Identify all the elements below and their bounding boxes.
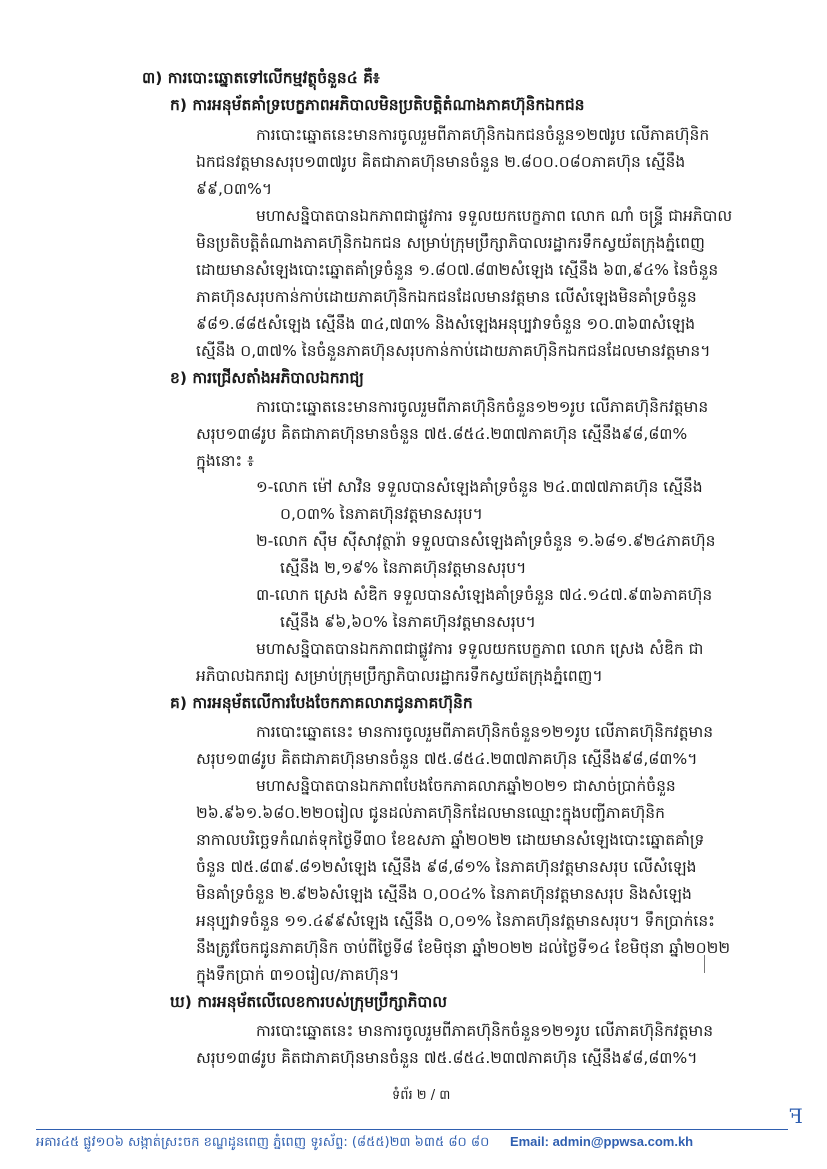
- page-number: ទំព័រ ២ / ៣: [392, 1088, 451, 1103]
- footer: [36, 1133, 693, 1152]
- pen-mark: [704, 955, 705, 973]
- candidate-line: ២-លោក ស៊ឹម ស៊ីសាវុត្ថារ៉ា ទទួលបានសំឡេងគាំទ្រចំនួន ១.៦៨១.៩២៤ភាគហ៊ុន: [256, 532, 716, 550]
- paragraph-line: ភាគហ៊ុនសរុបកាន់កាប់ដោយភាគហ៊ុនិកឯកជនដែលមានវត្តមាន លើសំឡេងមិនគាំទ្រចំនួន: [196, 288, 697, 306]
- paragraph-line: ចំនួន ៧៥.៨៣៩.៨១២សំឡេង ស្មើនឹង ៩៨,៨១% នៃភាគហ៊ុនវត្តមានសរុប លើសំឡេង: [196, 858, 697, 876]
- paragraph-line: ក្នុងទឹកប្រាក់ ៣១០រៀល/ភាគហ៊ុន។: [196, 966, 400, 984]
- paragraph-line: ការបោះឆ្នោតនេះ មានការចូលរួមពីភាគហ៊ុនិកចំនួន១២១រូប លើភាគហ៊ុនិកវត្តមាន: [256, 1022, 714, 1040]
- candidate-line: ស្មើនឹង ៩៦,៦០% នៃភាគហ៊ុនវត្តមានសរុប។: [280, 613, 536, 631]
- initial-mark-icon: ꟻ: [789, 1104, 803, 1128]
- candidate-line: ១-លោក ម៉ៅ សាវិន ទទួលបានសំឡេងគាំទ្រចំនួន ២៤.៣៧៧ភាគហ៊ុន ស្មើនឹង: [256, 478, 703, 496]
- paragraph-line: អនុប្បវាទចំនួន ១១.៤៩៩សំឡេង ស្មើនឹង ០,០១% នៃភាគហ៊ុនវត្តមានសរុប។ ទឹកប្រាក់នេះ: [196, 912, 715, 930]
- paragraph-line: អភិបាលឯករាជ្យ សម្រាប់ក្រុមប្រឹក្សាភិបាលរដ្ឋាករទឹកស្វយ័តក្រុងភ្នំពេញ។: [196, 667, 603, 685]
- paragraph-line: មហាសន្និបាតបានឯកភាពជាផ្លូវការ ទទួលយកបេក្ខភាព លោក ណាំ ចន្រ្ទី ជាអភិបាល: [256, 207, 733, 225]
- candidate-line: ស្មើនឹង ២,១៩% នៃភាគហ៊ុនវត្តមានសរុប។: [280, 559, 527, 577]
- paragraph-line: ក្នុងនោះ ៖: [196, 452, 254, 470]
- paragraph-line: នឹងត្រូវចែកជូនភាគហ៊ុនិក ចាប់ពីថ្ងៃទី៨ ខែមិថុនា ឆ្នាំ២០២២ ដល់ថ្ងៃទី១៤ ខែមិថុនា ឆ្នាំ២០២២: [196, 939, 731, 957]
- candidate-line: ០,០៣% នៃភាគហ៊ុនវត្តមានសរុប។: [280, 505, 483, 523]
- paragraph-line: មិនប្រតិបត្តិតំណាងភាគហ៊ុនិកឯកជន សម្រាប់ក្រុមប្រឹក្សាភិបាលរដ្ឋាករទឹកស្វយ័តក្រុងភ្នំពេញ: [196, 234, 705, 252]
- item-b-title: ខ) ការជ្រើសតាំងអភិបាលឯករាជ្យ: [170, 369, 364, 387]
- footer-address: អគារ៤៥ ផ្លូវ១០៦ សង្កាត់ស្រះចក ខណ្ឌដូនពេញ ភ្នំពេញ ទូរស័ព្ទ: (៨៥៥)២៣ ៦៣៥ ៨០ ៨០: [36, 1135, 490, 1150]
- item-c-title: គ) ការអនុម័តលើការបែងចែកភាគលាភជូនភាគហ៊ុនិក: [170, 694, 473, 712]
- footer-email: Email: admin@ppwsa.com.kh: [509, 1134, 694, 1149]
- paragraph-line: សរុប១៣៨រូប គិតជាភាគហ៊ុនមានចំនួន ៧៥.៨៥៤.២៣៧ភាគហ៊ុន ស្មើនឹង៩៨,៨៣%។: [196, 750, 698, 768]
- footer-divider: [36, 1129, 788, 1130]
- paragraph-line: ដោយមានសំឡេងបោះឆ្នោតគាំទ្រចំនួន ១.៨០៧.៨៣២សំឡេង ស្មើនឹង ៦៣,៩៤% នៃចំនួន: [196, 261, 719, 279]
- paragraph-line: ៩៩,០៣%។: [196, 180, 273, 198]
- paragraph-line: ការបោះឆ្នោតនេះមានការចូលរួមពីភាគហ៊ុនិកចំនួន១២១រូប លើភាគហ៊ុនិកវត្តមាន: [256, 398, 709, 416]
- paragraph-line: ៩៨១.៨៨៥សំឡេង ស្មើនឹង ៣៤,៧៣% និងសំឡេងអនុប្បវាទចំនួន ១០.៣៦៣សំឡេង: [196, 315, 696, 333]
- item-d-title: ឃ) ការអនុម័តលើលេខការបស់ក្រុមប្រឹក្សាភិបាល: [170, 993, 447, 1011]
- paragraph-line: នាកាលបរិច្ឆេទកំណត់ទុកថ្ងៃទី៣០ ខែឧសភា ឆ្នាំ២០២២ ដោយមានសំឡេងបោះឆ្នោតគាំទ្រ: [196, 831, 705, 849]
- paragraph-line: ការបោះឆ្នោតនេះ មានការចូលរួមពីភាគហ៊ុនិកចំនួន១២១រូប លើភាគហ៊ុនិកវត្តមាន: [256, 723, 714, 741]
- paragraph-line: មហាសន្និបាតបានឯកភាពជាផ្លូវការ ទទួលយកបេក្ខភាព លោក ស្រេង សំឌិក ជា: [256, 640, 704, 658]
- item-a-title: ក) ការអនុម័តគាំទ្របេក្ខភាពអភិបាលមិនប្រតិបត្តិតំណាងភាគហ៊ុនិកឯកជន: [170, 96, 585, 114]
- paragraph-line: ២៦.៩៦១.៦៨០.២២០រៀល ជូនដល់ភាគហ៊ុនិកដែលមានឈ្មោះក្នុងបញ្ជីភាគហ៊ុនិក: [196, 804, 665, 822]
- candidate-line: ៣-លោក ស្រេង សំឌិក ទទួលបានសំឡេងគាំទ្រចំនួន ៧៤.១៤៧.៩៣៦ភាគហ៊ុន: [256, 586, 713, 604]
- paragraph-line: សរុប១៣៨រូប គិតជាភាគហ៊ុនមានចំនួន ៧៥.៨៥៤.២៣៧ភាគហ៊ុន ស្មើនឹង៩៨,៨៣%។: [196, 1049, 698, 1067]
- paragraph-line: សរុប១៣៨រូប គិតជាភាគហ៊ុនមានចំនួន ៧៥.៨៥៤.២៣៧ភាគហ៊ុន ស្មើនឹង៩៨,៨៣%: [196, 425, 688, 443]
- section-heading: ៣) ការបោះឆ្នោតទៅលើកម្មវត្ថុចំនួន៤ គឺ៖: [142, 69, 380, 87]
- paragraph-line: ឯកជនវត្តមានសរុប១៣៧រូប គិតជាភាគហ៊ុនមានចំនួន ២.៨០០.០៨០ភាគហ៊ុន ស្មើនឹង: [196, 153, 686, 171]
- paragraph-line: មហាសន្និបាតបានឯកភាពបែងចែកភាគលាភឆ្នាំ២០២១ ជាសាច់ប្រាក់ចំនួន: [256, 777, 676, 795]
- paragraph-line: ស្មើនឹង ០,៣៧% នៃចំនួនភាគហ៊ុនសរុបកាន់កាប់ដោយភាគហ៊ុនិកឯកជនដែលមានវត្តមាន។: [196, 342, 711, 360]
- paragraph-line: មិនគាំទ្រចំនួន ២.៩២៦សំឡេង ស្មើនឹង ០,០០៤% នៃភាគហ៊ុនវត្តមានសរុប និងសំឡេង: [196, 885, 692, 903]
- paragraph-line: ការបោះឆ្នោតនេះមានការចូលរួមពីភាគហ៊ុនិកឯកជនចំនួន១២៧រូប លើភាគហ៊ុនិក: [256, 126, 710, 144]
